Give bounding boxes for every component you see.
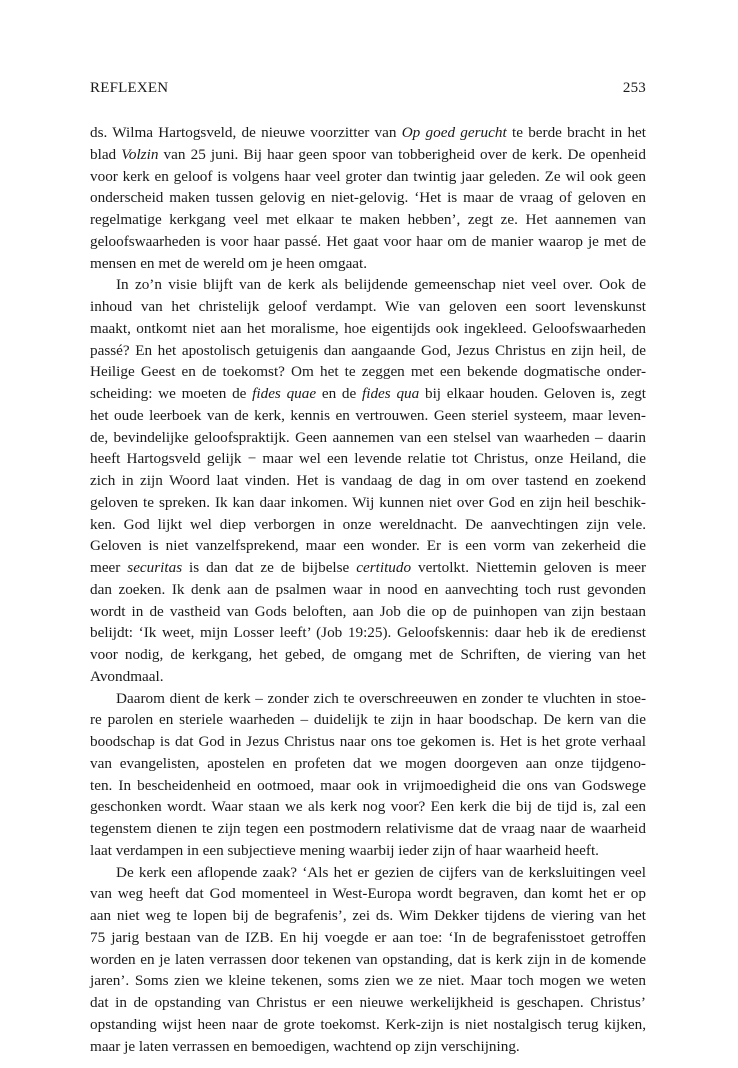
paragraph (90, 122, 646, 274)
text-run: tegenstem dienen te zijn tegen een postmodern relativisme dat de vraag naar de waarheid (90, 820, 646, 837)
text-line (90, 731, 646, 753)
text-run: opstanding wijst heen naar de grote toekomst. Kerk-zijn is niet nostalgisch terug kijken, (90, 1015, 646, 1033)
text-line (90, 927, 646, 949)
paragraph (90, 862, 646, 1058)
text-run: scheiding: we moeten de (90, 385, 253, 402)
text-run: blad (90, 145, 122, 163)
text-line (90, 862, 646, 884)
text-run: meer (90, 559, 128, 576)
text-run: voor kerk en geloof is volgens haar veel groter dan twintig jaar geleden. Ze wil ook geen (90, 167, 646, 185)
text-run: van 25 juni. Bij haar geen spoor van tobberigheid over de kerk. De openheid (158, 145, 646, 163)
text-run: regelmatige kerkgang veel met elkaar te maken hebben’, zegt ze. Het aannemen van (90, 211, 646, 228)
text-run: geschonken wordt. Waar staan we als kerk nog voor? Een kerk die bij de tijd is, zal een (90, 798, 646, 816)
text-line (90, 601, 646, 623)
text-line (90, 274, 646, 296)
text-line (90, 970, 646, 992)
text-line (90, 187, 646, 209)
text-run: jaren’. Soms zien we kleine tekenen, soms zien we ze niet. Maar toch mogen we weten (90, 972, 646, 990)
running-header (90, 80, 646, 97)
text-run: maakt, ontkomt niet aan het moralisme, hoe eigentijds ook ingekleed. Geloofswaarheden (90, 319, 646, 337)
text-line (90, 318, 646, 340)
text-line (90, 209, 646, 231)
text-line (90, 253, 646, 275)
text-run: bij elkaar houden. Geloven is, zegt (419, 385, 647, 402)
text-run: is dan dat ze de bijbelse (182, 559, 357, 576)
text-line (90, 709, 646, 731)
text-line (90, 818, 646, 840)
text-run: vertolkt. Niettemin geloven is meer (411, 559, 646, 576)
text-run: passé? En het apostolisch getuigenis dan aangaande God, Jezus Christus en zijn heil, de (90, 341, 646, 359)
text-run: ds. Wilma Hartogsveld, de nieuwe voorzitter van (90, 124, 402, 141)
text-run: In zo’n visie blijft van de kerk als belijdende gemeenschap niet veel over. Ook de (116, 276, 646, 294)
text-line (90, 775, 646, 797)
text-run: van weg heeft dat God momenteel in West-Europa wordt begraven, dan komt het er op (90, 885, 646, 903)
text-line (90, 166, 646, 188)
text-run: voor nodig, de kerkgang, het gebed, de omgang met de Schriften, de viering van het (90, 646, 646, 663)
text-line (90, 340, 646, 362)
text-run: ken. God lijkt wel diep verborgen in onze wereldnacht. De aanvechtingen zijn vele. (90, 515, 646, 533)
text-line (90, 883, 646, 905)
text-line (90, 448, 646, 470)
text-run: Avondmaal. (90, 667, 164, 685)
text-line (90, 535, 646, 557)
text-run: zich in zijn Woord laat vinden. Het is vandaag de dag in om over tastend en zoekend (90, 472, 646, 489)
text-line (90, 514, 646, 536)
text-line (90, 840, 646, 862)
text-line (90, 144, 646, 166)
text-line (90, 753, 646, 775)
text-line (90, 1036, 646, 1058)
text-line (90, 905, 646, 927)
text-run: heeft Hartogsveld gelijk − maar wel een levende relatie tot Christus, onze Heiland, die (90, 450, 646, 468)
text-run: boodschap is dat God in Jezus Christus naar ons toe gekomen is. Het is het grote verhaal (90, 733, 646, 750)
text-line (90, 949, 646, 971)
text-run: Geloven is niet vanzelfsprekend, maar een wonder. Er is een vorm van zekerheid die (90, 537, 646, 555)
page-number: 253 (622, 80, 646, 96)
text-line (90, 296, 646, 318)
text-line (90, 231, 646, 253)
text-run: maar je laten verrassen en bemoedigen, wachtend op zijn verschijning. (90, 1037, 520, 1055)
text-run: Heilige Geest en de toekomst? Om het te zeggen met een bekende dogmatische onder- (90, 363, 646, 381)
text-run: aan niet weg te lopen bij de begrafenis’, zei ds. Wim Dekker tijdens de viering van het (90, 907, 646, 924)
text-run: belijdt: ‘Ik weet, mijn Losser leeft’ (Job 19:25). Geloofskennis: daar heb ik de eredienst (90, 624, 646, 642)
text-line (90, 383, 646, 405)
body-text (90, 122, 646, 1057)
text-run: mensen en met de wereld om je heen omgaat. (90, 254, 368, 272)
text-line (90, 796, 646, 818)
text-run: de, bevindelijke geloofspraktijk. Geen aannemen van een stelsel van waarheden – daarin (90, 428, 646, 446)
text-run: geloofswaarheden is voor haar passé. Het gaat voor haar om de manier waarop je met de (90, 232, 646, 250)
italic-text: securitas (127, 559, 183, 576)
text-run: onderscheid maken tussen gelovig en niet-gelovig. ‘Het is maar de vraag of geloven en (90, 189, 646, 207)
text-run: en de (316, 385, 363, 402)
italic-text: fides quae (252, 385, 317, 402)
italic-text: Volzin (121, 145, 159, 163)
text-run: ten. In bescheidenheid en ootmoed, maar ook in vrijmoedigheid die ons van Godswege (90, 776, 646, 794)
text-run: dat in de opstanding van Christus er een nieuwe werkelijkheid is geschapen. Christus’ (90, 994, 646, 1011)
text-run: het oude leerboek van de kerk, kennis en vertrouwen. Geen steriel systeem, maar leven- (90, 406, 646, 424)
text-run: worden en je laten verrassen door tekenen van opstanding, dat is kerk zijn in de komende (90, 950, 646, 968)
text-run: Daarom dient de kerk – zonder zich te overschreeuwen en zonder te vluchten in stoe- (116, 689, 646, 707)
paragraph (90, 688, 646, 862)
text-run: 75 jarig bestaan van de IZB. En hij voegde er aan toe: ‘In de begrafenisstoet getroffen (90, 928, 646, 946)
italic-text: fides qua (362, 385, 420, 402)
text-run: De kerk een aflopende zaak? ‘Als het er gezien de cijfers van de kerksluitingen veel (116, 863, 646, 881)
text-run: re parolen en steriele waarheden – duidelijk te zijn in haar boodschap. De kern van die (90, 711, 646, 729)
text-line (90, 992, 646, 1014)
italic-text: Op goed gerucht (401, 124, 507, 141)
text-line (90, 622, 646, 644)
text-run: te berde bracht in het (506, 124, 646, 141)
text-run: inhoud van het christelijk geloof verdampt. Wie van geloven een soort levenskunst (90, 298, 646, 315)
text-line (90, 688, 646, 710)
text-line (90, 579, 646, 601)
text-run: van evangelisten, apostelen en profeten dat we mogen doorgeven aan onze tijdgeno- (90, 754, 646, 772)
text-line (90, 644, 646, 666)
running-title: REFLEXEN (90, 80, 169, 96)
italic-text: certitudo (356, 559, 412, 576)
text-line (90, 361, 646, 383)
text-run: laat verdampen in een subjectieve mening waarbij ieder zijn of haar waarheid heeft. (90, 841, 599, 859)
text-run: dan zoeken. Ik denk aan de psalmen waar in nood en aanvechting toch rust gevonden (90, 580, 646, 598)
text-run: geloven te spreken. Ik kan daar inkomen. Wij kunnen niet over God en zijn heil beschik- (90, 493, 646, 511)
text-line (90, 405, 646, 427)
text-line (90, 122, 646, 144)
text-line (90, 470, 646, 492)
text-line (90, 492, 646, 514)
text-line (90, 1014, 646, 1036)
text-line (90, 557, 646, 579)
text-run: wordt in de vastheid van Gods beloften, aan Job die op de puinhopen van zijn bestaan (90, 602, 646, 620)
paragraph (90, 274, 646, 687)
text-line (90, 666, 646, 688)
text-line (90, 427, 646, 449)
